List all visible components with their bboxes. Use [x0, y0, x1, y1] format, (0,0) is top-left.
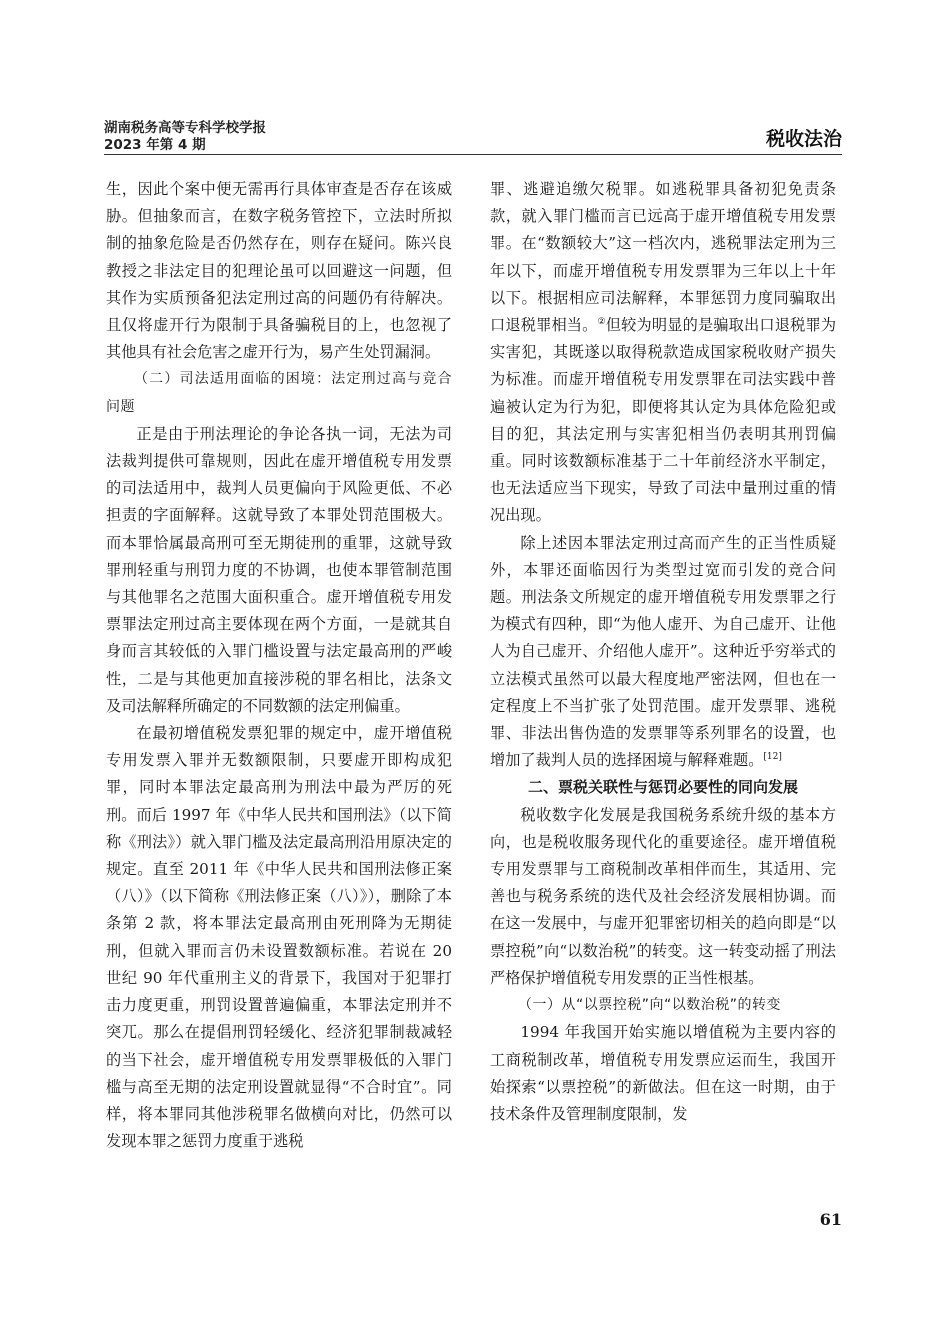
subheading: （一）从“以票控税”向“以数治税”的转变: [518, 997, 782, 1014]
journal-issue: 2023 年第 4 期: [104, 137, 206, 153]
paragraph: 生，因此个案中便无需再行具体审查是否存在该威胁。但抽象而言，在数字税务管控下，立法时所拟制的抽象危险是否仍然存在，则存在疑问。陈兴良教授之非法定目的犯理论虽可以回避这一问题，但其作为实质预备犯法定刑过高的问题仍有待解决。且仅将虚开行为限制于具备骗税目的上，也忽视了其他具有社会危害之虚开行为，易产生处罚漏洞。: [106, 180, 452, 362]
paragraph: 税收数字化发展是我国税务系统升级的基本方向，也是税收服务现代化的重要途径。虚开增值税专用发票罪与工商税制改革相伴而生，其适用、完善也与税务系统的迭代及社会经济发展相协调。而在这一发展中，与虚开犯罪密切相关的趋向即是“以票控税”向“以数治税”的转变。这一转变动摇了刑法严格保护增值税专用发票的正当性根基。: [490, 805, 836, 987]
footnote-marker[interactable]: ②: [597, 316, 606, 327]
paragraph: [490, 530, 836, 775]
subheading: （二）司法适用面临的困境：法定刑过高与竞合问题: [106, 371, 452, 415]
paragraph: [490, 176, 836, 530]
paragraph-text: 除上述因本罪法定刑过高而产生的正当性质疑外，本罪还面临因行为类型过宽而引发的竞合问题。刑法条文所规定的虚开增值税专用发票罪之行为模式有四种，即“为他人虚开、为自己虚开、让他人为自己虚开、介绍他人虚开”。这种近乎穷举式的立法模式虽然可以最大程度地严密法网，但也在一定程度上不当扩张了处罚范围。虚开发票罪、逃税罪、非法出售伪造的发票罪等系列罪名的设置，也增加了裁判人员的选择困境与解释难题。: [490, 533, 836, 770]
paragraph: 1994 年我国开始实施以增值税为主要内容的工商税制改革，增值税专用发票应运而生，我国开始探索“以票控税”的新做法。但在这一时期，由于技术条件及管理制度限制，发: [490, 1023, 836, 1123]
section-heading: 二、票税关联性与惩罚必要性的同向发展: [527, 778, 798, 797]
header-divider: [104, 154, 842, 155]
journal-info: [104, 120, 266, 154]
paragraph-text: 但较为明显的是骗取出口退税罪为实害犯，其既遂以取得税款造成国家税收财产损失为标准。而虚开增值税专用发票罪在司法实践中普遍被认定为行为犯，即便将其认定为具体危险犯或目的犯，其法定刑与实害犯相当仍表明其刑罚偏重。同时该数额标准基于二十年前经济水平制定，也无法适应当下现实，导致了司法中量刑过重的情况出现。: [490, 316, 837, 525]
paragraph: 正是由于刑法理论的争论各执一词，无法为司法裁判提供可靠规则，因此在虚开增值税专用发票的司法适用中，裁判人员更偏向于风险更低、不必担责的字面解释。这就导致了本罪处罚范围极大。而本罪恰属最高刑可至无期徒刑的重罪，这就导致罪刑轻重与刑罚力度的不协调，也使本罪管制范围与其他罪名之范围大面积重合。虚开增值税专用发票罪法定刑过高主要体现在两个方面，一是就其自身而言其较低的入罪门槛设置与法定最高刑的严峻性，二是与其他更加直接涉税的罪名相比，法条文及司法解释所确定的不同数额的法定刑偏重。: [106, 424, 452, 715]
paragraph: 在最初增值税发票犯罪的规定中，虚开增值税专用发票入罪并无数额限制，只要虚开即构成犯罪，同时本罪法定最高刑为刑法中最为严厉的死刑。而后 1997 年《中华人民共和国刑法》（以下简称《刑法》）就入罪门槛及法定最高刑沿用原决定的规定。直至 2011 年《中华人民共和国刑法修正案（八）》（以下简称《刑法修正案（八）》），删除了本条第 2 款，将本罪法定最高刑由死刑降为无期徒刑，但就入罪而言仍未设置数额标准。若说在 20 世纪 90 年代重刑主义的背景下，我国对于犯罪打击力度更重，刑罚设置普遍偏重，本罪法定刑并不突兀。那么在提倡刑罚轻缓化、经济犯罪制裁减轻的当下社会，虚开增值税专用发票罪极低的入罪门槛与高至无期的法定刑设置就显得“不合时宜”。同样，将本罪同其他涉税罪名做横向对比，仍然可以发现本罪之惩罚力度重于逃税: [106, 724, 452, 1151]
journal-title: 湖南税务高等专科学校学报: [104, 120, 266, 136]
left-column: [106, 176, 452, 1155]
page-number: 61: [819, 1210, 842, 1229]
paragraph-text: 罪、逃避追缴欠税罪。如逃税罪具备初犯免责条款，就入罪门槛而言已远高于虚开增值税专用发票罪。在“数额较大”这一档次内，逃税罪法定刑为三年以下，而虚开增值税专用发票罪为三年以上十年以下。根据相应司法解释，本罪惩罚力度同骗取出口退税罪相当。: [490, 180, 836, 335]
reference-marker[interactable]: [12]: [763, 752, 782, 763]
right-column: [490, 176, 836, 1128]
section-title: 税收法治: [765, 128, 842, 150]
